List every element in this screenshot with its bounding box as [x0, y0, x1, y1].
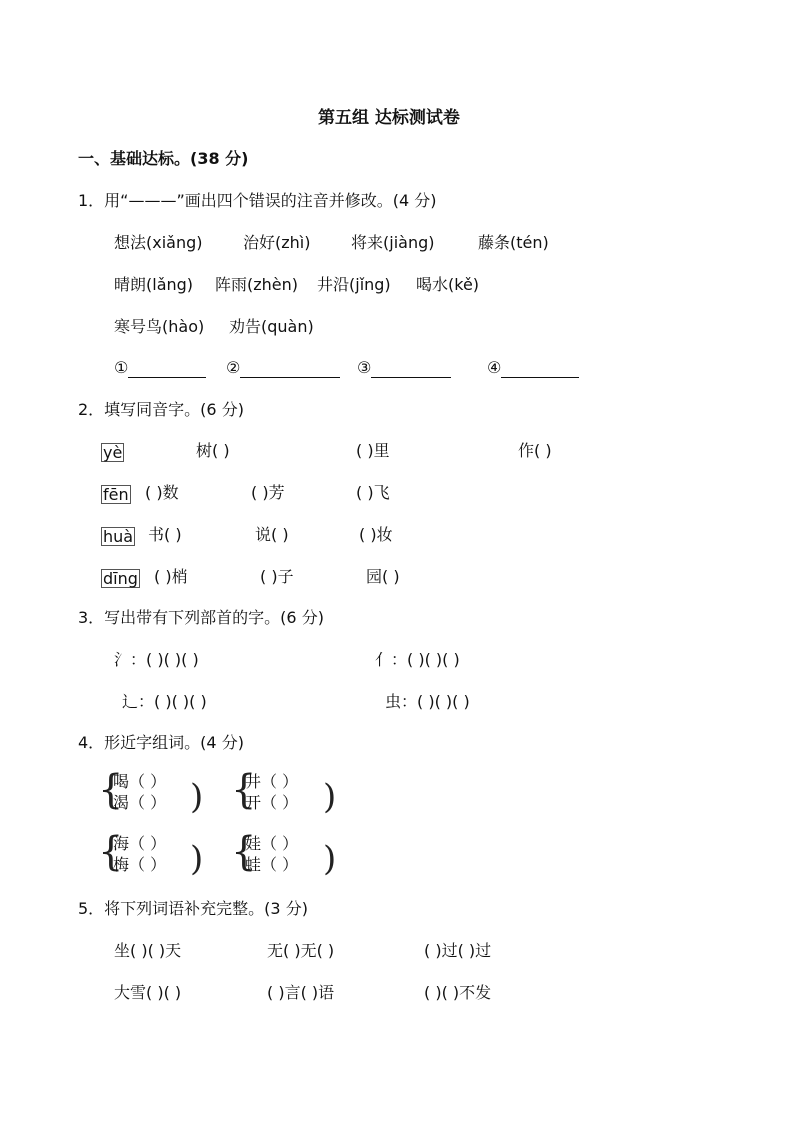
q4-word[interactable]: 梅（ ） [113, 855, 167, 874]
q1-item: 井沿(jǐng) [317, 275, 391, 294]
q5-idiom[interactable]: 坐( )( )天 [114, 941, 182, 960]
q2-blank[interactable]: ( )妆 [359, 525, 393, 544]
q2-pinyin: dīng [103, 569, 138, 588]
q2-blank[interactable]: 树( ) [196, 441, 230, 460]
question-1-prompt: 1．用“———”画出四个错误的注音并修改。(4 分) [78, 191, 437, 210]
q4-word[interactable]: 蛙（ ） [245, 855, 299, 874]
q2-pinyin: yè [103, 443, 123, 462]
right-paren: ) [323, 839, 337, 879]
q3-radical-walk[interactable]: 辶：( )( )( ) [122, 692, 207, 711]
q4-word[interactable]: 娃（ ） [245, 834, 299, 853]
q1-item: 治好(zhì) [243, 233, 311, 252]
q2-blank[interactable]: 园( ) [366, 567, 400, 586]
q1-item: 想法(xiǎng) [114, 233, 203, 252]
q2-blank[interactable]: ( )飞 [356, 483, 390, 502]
q1-item: 寒号鸟(hào) [114, 317, 205, 336]
page-title: 第五组 达标测试卷 [318, 108, 460, 128]
q2-blank[interactable]: ( )梢 [154, 567, 188, 586]
q2-blank[interactable]: ( )芳 [251, 483, 285, 502]
q1-answer-4[interactable]: ④ [487, 358, 579, 378]
q2-blank[interactable]: ( )里 [356, 441, 390, 460]
q5-idiom[interactable]: ( )言( )语 [267, 983, 335, 1002]
section-heading: 一、基础达标。(38 分) [78, 149, 249, 168]
q2-blank[interactable]: 作( ) [518, 441, 552, 460]
q5-idiom[interactable]: 大雪( )( ) [114, 983, 182, 1002]
q4-word[interactable]: 海（ ） [113, 834, 167, 853]
q2-blank[interactable]: 书( ) [148, 525, 182, 544]
q1-item: 劝告(quàn) [229, 317, 314, 336]
left-brace: { [98, 829, 124, 875]
q1-answer-1[interactable]: ① [114, 358, 206, 378]
q3-radical-person[interactable]: 亻：( )( )( ) [375, 650, 460, 669]
q5-idiom[interactable]: ( )( )不发 [424, 983, 492, 1002]
q1-item: 藤条(tén) [478, 233, 549, 252]
q4-word[interactable]: 喝（ ） [113, 772, 167, 791]
q1-item: 将来(jiàng) [351, 233, 435, 252]
left-brace: { [231, 767, 257, 813]
q5-idiom[interactable]: 无( )无( ) [267, 941, 335, 960]
right-paren: ) [190, 777, 204, 817]
question-3-prompt: 3．写出带有下列部首的字。(6 分) [78, 608, 324, 627]
left-brace: { [98, 767, 124, 813]
q2-blank[interactable]: ( )数 [145, 483, 179, 502]
q3-radical-insect[interactable]: 虫：( )( )( ) [385, 692, 470, 711]
right-paren: ) [323, 777, 337, 817]
q4-word[interactable]: 渴（ ） [113, 793, 167, 812]
q2-blank[interactable]: 说( ) [255, 525, 289, 544]
q3-radical-water[interactable]: 氵：( )( )( ) [114, 650, 199, 669]
q4-word[interactable]: 开（ ） [245, 793, 299, 812]
q1-item: 喝水(kě) [416, 275, 480, 294]
q1-item: 晴朗(lǎng) [114, 275, 194, 294]
question-4-prompt: 4．形近字组词。(4 分) [78, 733, 244, 752]
left-brace: { [231, 829, 257, 875]
question-2-prompt: 2．填写同音字。(6 分) [78, 400, 244, 419]
q2-pinyin: huà [103, 527, 134, 546]
question-5-prompt: 5．将下列词语补充完整。(3 分) [78, 899, 308, 918]
q5-idiom[interactable]: ( )过( )过 [424, 941, 492, 960]
q4-word[interactable]: 井（ ） [245, 772, 299, 791]
q1-answer-3[interactable]: ③ [357, 358, 451, 378]
q2-pinyin: fēn [103, 485, 129, 504]
right-paren: ) [190, 839, 204, 879]
q1-item: 阵雨(zhèn) [215, 275, 299, 294]
q2-blank[interactable]: ( )子 [260, 567, 294, 586]
q1-answer-2[interactable]: ② [226, 358, 340, 378]
